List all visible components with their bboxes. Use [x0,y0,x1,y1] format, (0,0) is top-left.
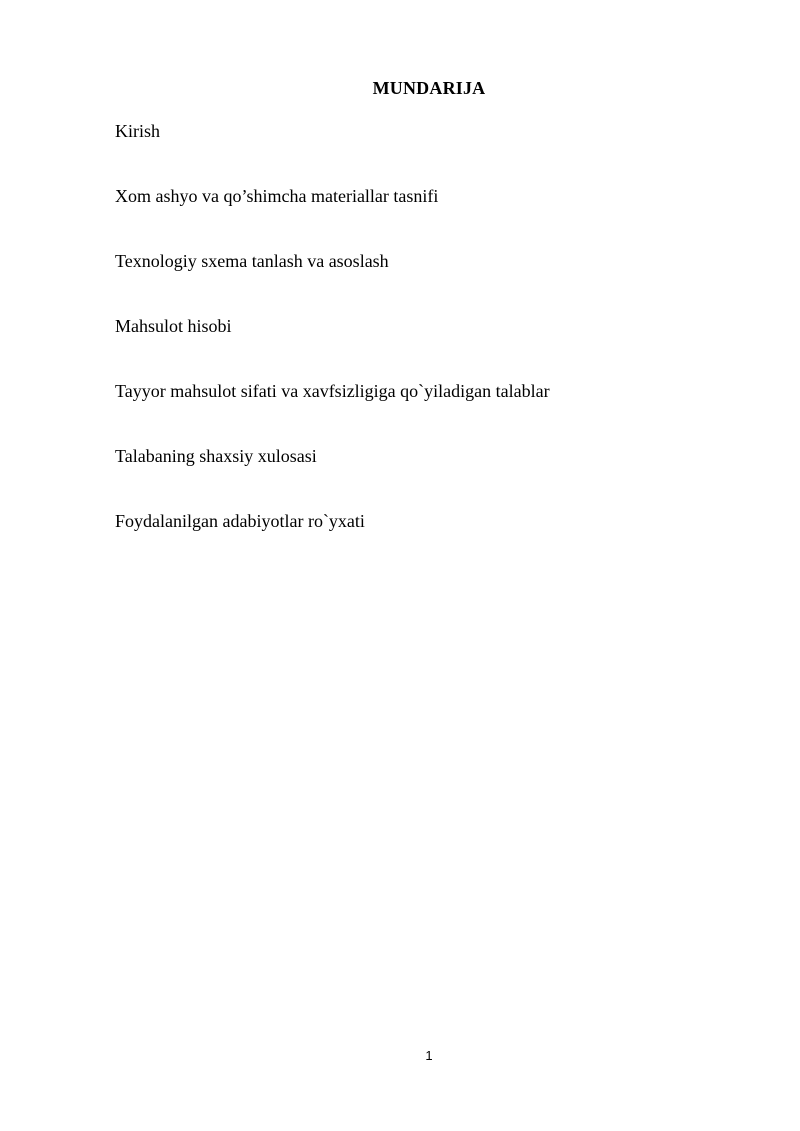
toc-item-product-calculation: Mahsulot hisobi [115,316,232,336]
toc-item-raw-materials: Xom ashyo va qo’shimcha materiallar tasnifi [115,186,439,206]
page-title: MUNDARIJA [372,78,486,98]
toc-item-references: Foydalanilgan adabiyotlar ro`yxati [115,511,365,531]
toc-item-technology-scheme: Texnologiy sxema tanlash va asoslash [115,251,389,271]
toc-item-student-conclusion: Talabaning shaxsiy xulosasi [115,446,317,466]
table-of-contents [115,119,550,574]
page-number: 1 [425,1048,433,1063]
toc-item-kirish: Kirish [115,121,160,141]
toc-item-quality-requirements: Tayyor mahsulot sifati va xavfsizligiga qo`yiladigan talablar [115,381,550,401]
